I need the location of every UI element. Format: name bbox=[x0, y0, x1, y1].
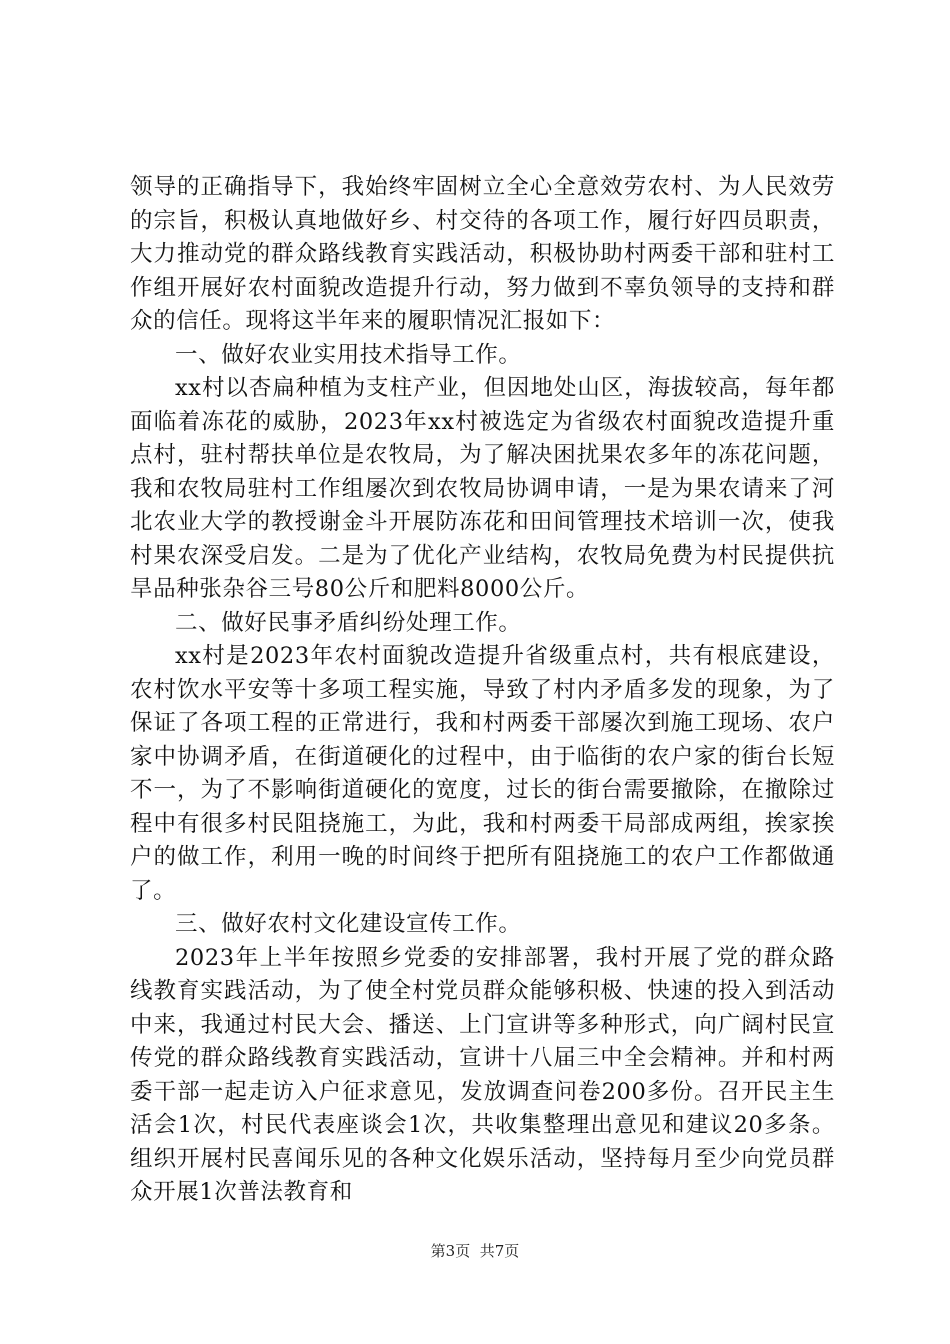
page-total: 共7页 bbox=[479, 1242, 520, 1260]
paragraph-continuation: 领导的正确指导下，我始终牢固树立全心全意效劳农村、为人民效劳的宗旨，积极认真地做好乡、村交待的各项工作，履行好四员职责，大力推动党的群众路线教育实践活动，积极协助村两委干部和驻村工作组开展好农村面貌改造提升行动，努力做到不辜负领导的支持和群众的信任。现将这半年来的履职情况汇报如下： bbox=[130, 174, 835, 334]
page-number: 第3页 bbox=[430, 1242, 471, 1260]
section-heading-disputes: 二、做好民事矛盾纠纷处理工作。 bbox=[175, 609, 522, 636]
paragraph-disputes: xx村是2023年农村面貌改造提升省级重点村，共有根底建设，农村饮水平安等十多项工程实施，导致了村内矛盾多发的现象，为了保证了各项工程的正常进行，我和村两委干部屡次到施工现场、农户家中协调矛盾，在街道硬化的过程中，由于临街的农户家的街台长短不一，为了不影响街道硬化的宽度，过长的街台需要撤除，在撤除过程中有很多村民阻挠施工，为此，我和村两委干局部成两组，挨家挨户的做工作，利用一晚的时间终于把所有阻挠施工的农户工作都做通了。 bbox=[130, 643, 835, 904]
paragraph-agriculture: xx村以杏扁种植为支柱产业，但因地处山区，海拔较高，每年都面临着冻花的威胁，2023年xx村被选定为省级农村面貌改造提升重点村，驻村帮扶单位是农牧局，为了解决困扰果农多年的冻花问题，我和农牧局驻村工作组屡次到农牧局协调申请，一是为果农请来了河北农业大学的教授谢金斗开展防冻花和田间管理技术培训一次，使我村果农深受启发。二是为了优化产业结构，农牧局免费为村民提供抗旱品种张杂谷三号80公斤和肥料8000公斤。 bbox=[130, 375, 835, 602]
section-heading-culture: 三、做好农村文化建设宣传工作。 bbox=[175, 911, 522, 937]
section-heading-agriculture: 一、做好农业实用技术指导工作。 bbox=[175, 341, 522, 368]
page-footer bbox=[0, 1240, 950, 1261]
paragraph-culture: 2023年上半年按照乡党委的安排部署，我村开展了党的群众路线教育实践活动，为了使全村党员群众能够积极、快速的投入到活动中来，我通过村民大会、播送、上门宣讲等多种形式，向广阔村民宣传党的群众路线教育实践活动，宣讲十八届三中全会精神。并和村两委干部一起走访入户征求意见，发放调查问卷200多份。召开民主生活会1次，村民代表座谈会1次，共收集整理出意见和建议20多条。组织开展村民喜闻乐见的各种文化娱乐活动，坚持每月至少向党员群众开展1次普法教育和 bbox=[130, 944, 835, 1205]
document-body bbox=[130, 171, 835, 1210]
